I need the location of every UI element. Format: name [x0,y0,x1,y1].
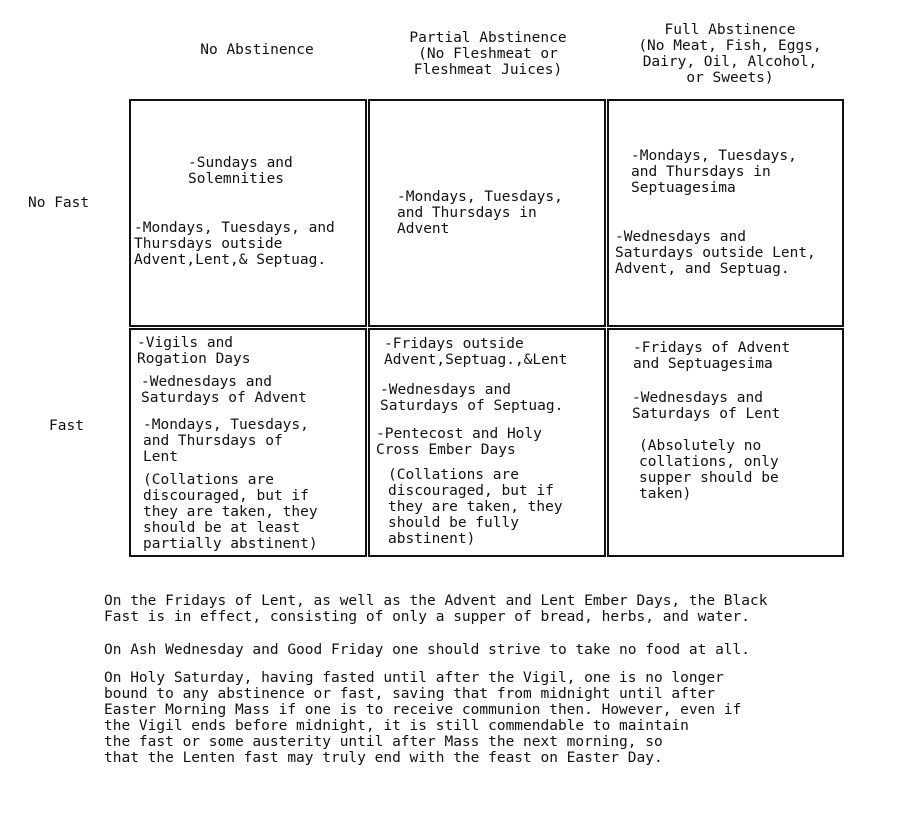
cell-nofast-partial [368,99,606,327]
cell-note: (Absolutely no collations, only supper should be taken) [639,438,779,502]
cell-item: -Mondays, Tuesdays, and Thursdays in Septuagesima [631,148,797,196]
cell-nofast-full [607,99,844,327]
cell-item: -Mondays, Tuesdays, and Thursdays of Lent [143,417,309,465]
note-ash-wednesday: On Ash Wednesday and Good Friday one should strive to take no food at all. [104,642,751,658]
row-label-no-fast: No Fast [28,195,90,211]
row-label-fast: Fast [49,418,84,434]
cell-item: -Mondays, Tuesdays, and Thursdays in Advent [397,189,563,237]
cell-item: -Wednesdays and Saturdays outside Lent, Advent, and Septuag. [615,229,816,277]
cell-note: (Collations are discouraged, but if they are taken, they should be fully abstinent) [388,467,563,547]
cell-item: -Mondays, Tuesdays, and Thursdays outside Advent,Lent,& Septuag. [134,220,335,268]
column-header-partial-abstinence: Partial Abstinence (No Fleshmeat or Fleshmeat Juices) [409,30,567,78]
cell-item: -Wednesdays and Saturdays of Advent [141,374,307,406]
column-header-no-abstinence: No Abstinence [200,42,314,58]
cell-item: -Fridays outside Advent,Septuag.,&Lent [384,336,568,368]
cell-item: -Pentecost and Holy Cross Ember Days [376,426,542,458]
cell-nofast-noabstinence [129,99,367,327]
cell-item: -Wednesdays and Saturdays of Lent [632,390,781,422]
cell-note: (Collations are discouraged, but if they are taken, they should be at least partially abstinent) [143,472,318,552]
note-holy-saturday: On Holy Saturday, having fasted until after the Vigil, one is no longer bound to any abstinence or fast, saving that from midnight until after Easter Morning Mass if one is to receive communion then. However, even if the Vigil ends before midnight, it is still commendable to maintain the fast or some austerity until after Mass the next morning, so that the Lenten fast may truly end with the feast on Easter Day. [104,670,742,766]
cell-item: -Vigils and Rogation Days [137,335,251,367]
note-black-fast: On the Fridays of Lent, as well as the Advent and Lent Ember Days, the Black Fast is in effect, consisting of only a supper of bread, herbs, and water. [104,593,768,625]
cell-item: -Sundays and Solemnities [188,155,293,187]
cell-fast-noabstinence [129,328,367,557]
cell-fast-partial [368,328,606,557]
cell-item: -Fridays of Advent and Septuagesima [633,340,791,372]
cell-fast-full [607,328,844,557]
cell-item: -Wednesdays and Saturdays of Septuag. [380,382,564,414]
column-header-full-abstinence: Full Abstinence (No Meat, Fish, Eggs, Dairy, Oil, Alcohol, or Sweets) [638,22,822,86]
